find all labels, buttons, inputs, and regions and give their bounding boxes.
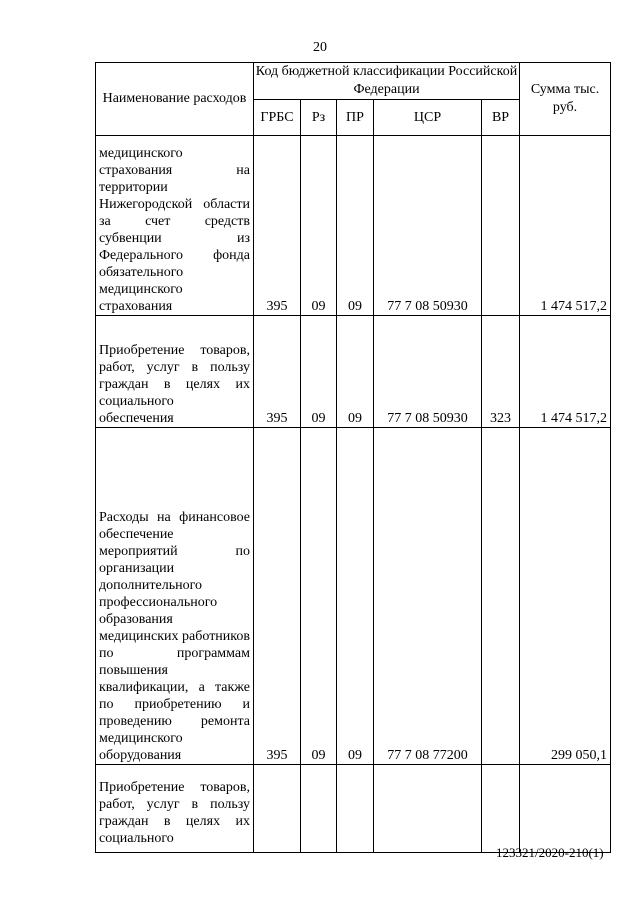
header-csr: ЦСР	[374, 100, 482, 136]
header-name: Наименование расходов	[96, 63, 254, 136]
cell-csr: 77 7 08 50930	[374, 136, 482, 316]
cell-vr	[482, 428, 520, 765]
cell-pr: 09	[337, 428, 374, 765]
header-pr: ПР	[337, 100, 374, 136]
row-name: медицинского страхования на территории Нижегородской области за счет средств субвенции из Федерального фонда обязательного медицинского страхования	[99, 146, 250, 314]
cell-vr: 323	[482, 316, 520, 428]
cell-pr	[337, 765, 374, 853]
header-classification: Код бюджетной классификации Российской Федерации	[254, 63, 520, 100]
cell-csr	[374, 765, 482, 853]
cell-sum: 299 050,1	[520, 428, 611, 765]
cell-sum: 1 474 517,2	[520, 316, 611, 428]
cell-vr	[482, 136, 520, 316]
table-row	[96, 428, 611, 765]
header-grbs: ГРБС	[254, 100, 301, 136]
table-row	[96, 765, 611, 853]
cell-vr	[482, 765, 520, 853]
table-row	[96, 136, 611, 316]
cell-csr: 77 7 08 50930	[374, 316, 482, 428]
row-name: Приобретение товаров, работ, услуг в пользу граждан в целях их социального обеспечения	[99, 343, 250, 426]
cell-sum	[520, 765, 611, 853]
cell-pr: 09	[337, 136, 374, 316]
header-vr: ВР	[482, 100, 520, 136]
row-name: Расходы на финансовое обеспечение мероприятий по организации дополнительного профессионального образования медицинских работников по программам повышения квалификации, а также по приобретению и проведению ремонта медицинского оборудования	[99, 510, 250, 763]
header-row-1	[96, 63, 611, 100]
cell-grbs: 395	[254, 316, 301, 428]
cell-csr: 77 7 08 77200	[374, 428, 482, 765]
header-sum: Сумма тыс. руб.	[520, 63, 611, 136]
budget-table	[95, 62, 611, 853]
cell-grbs: 395	[254, 136, 301, 316]
cell-grbs	[254, 765, 301, 853]
row-name: Приобретение товаров, работ, услуг в пользу граждан в целях их социального	[99, 780, 250, 846]
cell-rz: 09	[301, 428, 337, 765]
cell-sum: 1 474 517,2	[520, 136, 611, 316]
table-row	[96, 316, 611, 428]
cell-pr: 09	[337, 316, 374, 428]
cell-grbs: 395	[254, 428, 301, 765]
document-code: 123321/2020-210(1)	[496, 845, 604, 860]
header-rz: Рз	[301, 100, 337, 136]
cell-rz: 09	[301, 136, 337, 316]
cell-rz	[301, 765, 337, 853]
page-number: 20	[313, 40, 327, 55]
cell-rz: 09	[301, 316, 337, 428]
